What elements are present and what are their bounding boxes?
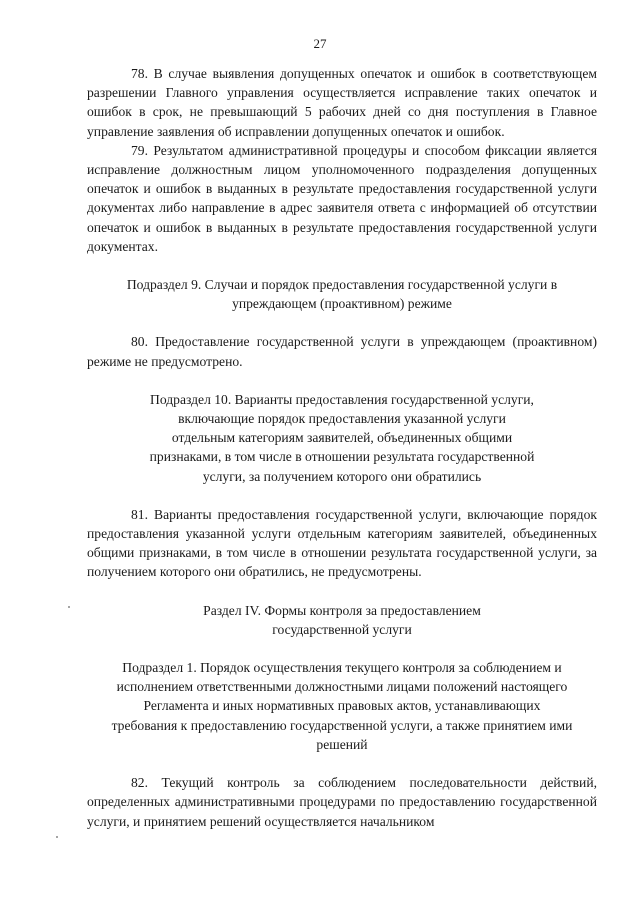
paragraph-82: 82. Текущий контроль за соблюдением последовательности действий, определенных административными процедурами по предоставлению государственной услуги, и принятием решений осуществляется начальником [87,775,597,829]
scan-speck [56,836,58,838]
subsection-10-heading: Подраздел 10. Варианты предоставления государственной услуги, включающие порядок предоставления указанной услуги отдельным категориям заявителей, объединенных общими признаками, в том числе в отношении результата государственной услуги, за получением которого они обратились [149,391,535,484]
page-number: 27 [313,36,327,51]
paragraph-79: 79. Результатом административной процедуры и способом фиксации является исправление должностным лицом уполномоченного подразделения допущенных опечаток и ошибок в выданных в результате предоставления государственной услуги документах либо направление в адрес заявителя ответа с информацией об отсутствии опечаток и ошибок в выданных в результате предоставления государственной услуги документах. [87,142,597,254]
document-body [87,64,597,831]
paragraph-78: 78. В случае выявления допущенных опечаток и ошибок в соответствующем разрешении Главного управления осуществляется исправление таких опечаток и ошибок в срок, не превышающий 5 рабочих дней со дня поступления в Главное управление заявления об исправлении допущенных опечаток и ошибок. [87,66,597,139]
subsection-1-heading: Подраздел 1. Порядок осуществления текущего контроля за соблюдением и исполнением ответственными должностными лицами положений настоящего Регламента и иных нормативных правовых актов, устанавливающих требования к предоставлению государственной услуги, а также принятием ими решений [111,660,573,752]
paragraph-81: 81. Варианты предоставления государственной услуги, включающие порядок предоставления указанной услуги отдельным категориям заявителей, объединенных общими признаками, в том числе в отношении результата государственной услуги, за получением которого они обратились, не предусмотрены. [87,506,597,580]
subsection-9-heading: Подраздел 9. Случаи и порядок предоставления государственной услуги в упреждающем (проактивном) режиме [126,277,558,312]
section-4-heading: Раздел IV. Формы контроля за предоставлением государственной услуги [203,602,481,637]
paragraph-80: 80. Предоставление государственной услуги в упреждающем (проактивном) режиме не предусмотрено. [87,334,597,369]
scan-speck [68,606,70,608]
